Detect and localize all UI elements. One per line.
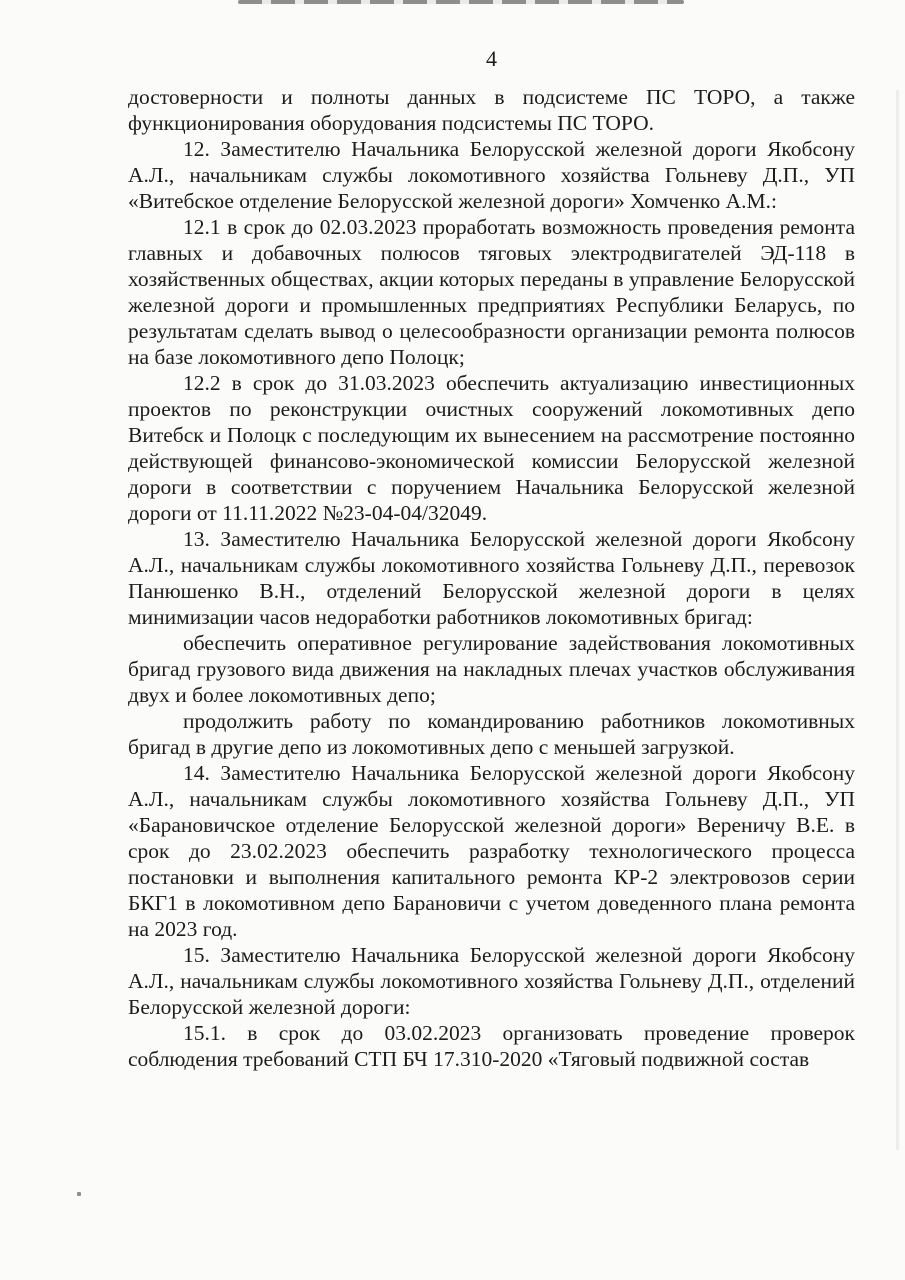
scan-edge-streak bbox=[896, 90, 899, 1150]
paragraph-item-15: 15. Заместителю Начальника Белорусской железной дороги Якобсону А.Л., начальникам службы локомотивного хозяйства Гольневу Д.П., отделений Белорусской железной дороги: bbox=[128, 943, 855, 1019]
paragraph-item-13: 13. Заместителю Начальника Белорусской железной дороги Якобсону А.Л., начальникам службы локомотивного хозяйства Гольневу Д.П., перевозок Панюшенко В.Н., отделений Белорусской железной дороги в целях минимизации часов недоработки работников локомотивных бригад: bbox=[128, 527, 855, 629]
paragraph-item-15-1: 15.1. в срок до 03.02.2023 организовать проведение проверок соблюдения требований СТП БЧ 17.310-2020 «Тяговый подвижной состав bbox=[128, 1021, 855, 1071]
scan-speck bbox=[77, 1192, 81, 1196]
paragraph-item-12-2: 12.2 в срок до 31.03.2023 обеспечить актуализацию инвестиционных проектов по реконструкции очистных сооружений локомотивных депо Витебск и Полоцк с последующим их вынесением на рассмотрение постоянно действующей финансово-экономической комиссии Белорусской железной дороги в соответствии с поручением Начальника Белорусской железной дороги от 11.11.2022 №23-04-04/32049. bbox=[128, 371, 855, 525]
paragraph-item-12-1: 12.1 в срок до 02.03.2023 проработать возможность проведения ремонта главных и добавочных полюсов тяговых электродвигателей ЭД-118 в хозяйственных обществах, акции которых переданы в управление Белорусской железной дороги и промышленных предприятиях Республики Беларусь, по результатам сделать вывод о целесообразности организации ремонта полюсов на базе локомотивного депо Полоцк; bbox=[128, 215, 855, 369]
paragraph-item-13-sub-2: продолжить работу по командированию работников локомотивных бригад в другие депо из локомотивных депо с меньшей загрузкой. bbox=[128, 709, 855, 759]
page-number: 4 bbox=[486, 46, 497, 71]
document-body bbox=[128, 84, 855, 1072]
paragraph-item-12: 12. Заместителю Начальника Белорусской железной дороги Якобсону А.Л., начальникам службы локомотивного хозяйства Гольневу Д.П., УП «Витебское отделение Белорусской железной дороги» Хомченко А.М.: bbox=[128, 137, 855, 213]
paragraph-continuation: достоверности и полноты данных в подсистеме ПС ТОРО, а также функционирования оборудования подсистемы ПС ТОРО. bbox=[128, 85, 855, 135]
scan-artifact-top-bar bbox=[238, 0, 684, 4]
paragraph-item-14: 14. Заместителю Начальника Белорусской железной дороги Якобсону А.Л., начальникам службы локомотивного хозяйства Гольневу Д.П., УП «Барановичское отделение Белорусской железной дороги» Вереничу В.Е. в срок до 23.02.2023 обеспечить разработку технологического процесса постановки и выполнения капитального ремонта КР-2 электровозов серии БКГ1 в локомотивном депо Барановичи с учетом доведенного плана ремонта на 2023 год. bbox=[128, 761, 855, 941]
paragraph-item-13-sub-1: обеспечить оперативное регулирование задействования локомотивных бригад грузового вида движения на накладных плечах участков обслуживания двух и более локомотивных депо; bbox=[128, 631, 855, 707]
